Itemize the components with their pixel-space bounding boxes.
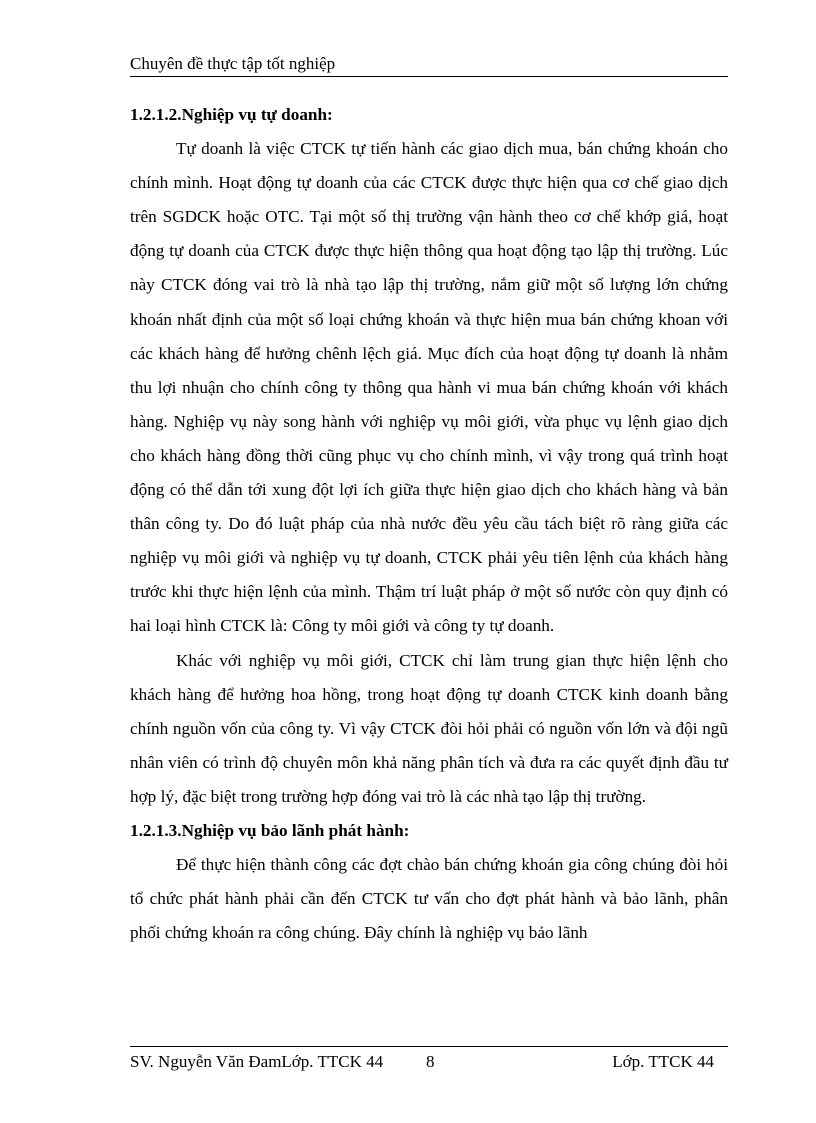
- page-number: 8: [426, 1052, 435, 1071]
- footer-class: Lớp. TTCK 44: [612, 1052, 714, 1071]
- paragraph-3: Để thực hiện thành công các đợt chào bán chứng khoán gia công chúng đòi hỏi tổ chức phát hành phải cần đến CTCK tư vấn cho đợt phát hành và bảo lãnh, phân phối chứng khoán ra công chúng. Đây chính là nghiệp vụ bảo lãnh: [130, 855, 728, 943]
- paragraph-2: Khác với nghiệp vụ môi giới, CTCK chỉ làm trung gian thực hiện lệnh cho khách hàng để hưởng hoa hồng, trong hoạt động tự doanh CTCK kinh doanh bằng chính nguồn vốn của công ty. Vì vậy CTCK đòi hỏi phải có nguồn vốn lớn và đội ngũ nhân viên có trình độ chuyên môn khả năng phân tích và đưa ra các quyết định đầu tư hợp lý, đặc biệt trong trường hợp đóng vai trò là các nhà tạo lập thị trường.: [130, 650, 728, 806]
- page-body: [130, 98, 728, 950]
- paragraph-1: Tự doanh là việc CTCK tự tiến hành các giao dịch mua, bán chứng khoán cho chính mình. Hoạt động tự doanh của các CTCK được thực hiện qua cơ chế giao dịch trên SGDCK hoặc OTC. Tại một số thị trường vận hành theo cơ chế khớp giá, hoạt động tự doanh của CTCK được thực hiện thông qua hoạt động tạo lập thị trường. Lúc này CTCK đóng vai trò là nhà tạo lập thị trường, nắm giữ một số lượng lớn chứng khoán nhất định của một số loại chứng khoán và thực hiện mua bán chứng khoan với các khách hàng để hưởng chênh lệch giá. Mục đích của hoạt động tự doanh là nhằm thu lợi nhuận cho chính công ty thông qua hành vi mua bán chứng khoán với khách hàng. Nghiệp vụ này song hành với nghiệp vụ môi giới, vừa phục vụ lệnh giao dịch cho khách hàng đồng thời cũng phục vụ cho chính mình, vì vậy trong quá trình hoạt động có thể dẫn tới xung đột lợi ích giữa thực hiện giao dịch cho khách hàng và bản thân công ty. Do đó luật pháp của nhà nước đều yêu cầu tách biệt rõ ràng giữa các nghiệp vụ môi giới và nghiệp vụ tự doanh, CTCK phải yêu tiên lệnh của khách hàng trước khi thực hiện lệnh của mình. Thậm trí luật pháp ở một số nước còn quy định có hai loại hình CTCK là: Công ty môi giới và công ty tự doanh.: [130, 139, 728, 636]
- page-header: [130, 52, 728, 77]
- page-footer: [130, 1046, 728, 1073]
- section-heading-1-2-1-2: 1.2.1.2.Nghiệp vụ tự doanh:: [130, 105, 333, 124]
- header-title: Chuyên đề thực tập tốt nghiệp: [130, 54, 336, 73]
- section-heading-1-2-1-3: 1.2.1.3.Nghiệp vụ bảo lãnh phát hành:: [130, 820, 410, 840]
- footer-author: SV. Nguyễn Văn ĐamLớp. TTCK 44: [130, 1052, 384, 1071]
